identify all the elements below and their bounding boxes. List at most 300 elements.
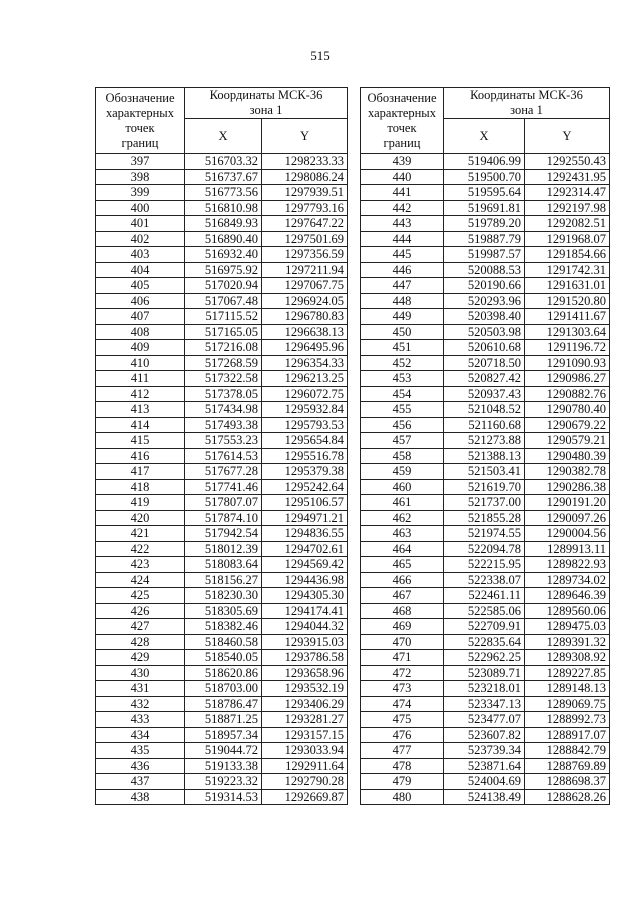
x-cell: 519406.99 — [444, 154, 525, 170]
point-id-cell: 462 — [361, 510, 444, 526]
y-cell: 1294044.32 — [262, 619, 348, 635]
x-cell: 516975.92 — [185, 262, 262, 278]
point-id-cell: 454 — [361, 386, 444, 402]
table-row — [96, 464, 348, 480]
y-cell: 1296780.83 — [262, 309, 348, 325]
y-cell: 1295932.84 — [262, 402, 348, 418]
table-row — [361, 433, 610, 449]
x-cell: 522585.06 — [444, 603, 525, 619]
table-row — [96, 231, 348, 247]
y-cell: 1289646.39 — [525, 588, 610, 604]
table-row — [361, 417, 610, 433]
point-id-cell: 405 — [96, 278, 185, 294]
y-cell: 1291303.64 — [525, 324, 610, 340]
y-cell: 1294836.55 — [262, 526, 348, 542]
x-cell: 519887.79 — [444, 231, 525, 247]
table-row — [96, 216, 348, 232]
x-cell: 521737.00 — [444, 495, 525, 511]
point-id-cell: 443 — [361, 216, 444, 232]
x-cell: 518871.25 — [185, 712, 262, 728]
point-id-cell: 426 — [96, 603, 185, 619]
y-cell: 1296213.25 — [262, 371, 348, 387]
x-cell: 519789.20 — [444, 216, 525, 232]
y-cell: 1289913.11 — [525, 541, 610, 557]
point-id-cell: 458 — [361, 448, 444, 464]
x-cell: 518703.00 — [185, 681, 262, 697]
y-cell: 1289148.13 — [525, 681, 610, 697]
table-row — [96, 262, 348, 278]
point-id-cell: 404 — [96, 262, 185, 278]
y-cell: 1288842.79 — [525, 743, 610, 759]
designation-header-line: границ — [121, 135, 159, 150]
table-row — [96, 634, 348, 650]
y-header: Y — [525, 119, 610, 154]
table-row — [361, 495, 610, 511]
designation-header — [361, 88, 444, 154]
table-row — [361, 588, 610, 604]
table-row — [361, 727, 610, 743]
point-id-cell: 460 — [361, 479, 444, 495]
point-id-cell: 424 — [96, 572, 185, 588]
table-row — [96, 495, 348, 511]
point-id-cell: 419 — [96, 495, 185, 511]
point-id-cell: 436 — [96, 758, 185, 774]
point-id-cell: 406 — [96, 293, 185, 309]
point-id-cell: 410 — [96, 355, 185, 371]
x-cell: 516810.98 — [185, 200, 262, 216]
y-cell: 1295242.64 — [262, 479, 348, 495]
point-id-cell: 401 — [96, 216, 185, 232]
table-row — [361, 650, 610, 666]
point-id-cell: 433 — [96, 712, 185, 728]
x-cell: 520190.66 — [444, 278, 525, 294]
y-cell: 1292669.87 — [262, 789, 348, 805]
x-cell: 521855.28 — [444, 510, 525, 526]
x-cell: 516890.40 — [185, 231, 262, 247]
table-row — [361, 712, 610, 728]
point-id-cell: 446 — [361, 262, 444, 278]
y-cell: 1294305.30 — [262, 588, 348, 604]
coordinates-header — [444, 88, 610, 119]
table-row — [96, 541, 348, 557]
point-id-cell: 440 — [361, 169, 444, 185]
point-id-cell: 453 — [361, 371, 444, 387]
x-cell: 523477.07 — [444, 712, 525, 728]
x-cell: 523347.13 — [444, 696, 525, 712]
x-cell: 517378.05 — [185, 386, 262, 402]
coordinates-header-line: Координаты МСК-36 — [209, 88, 323, 102]
x-cell: 517115.52 — [185, 309, 262, 325]
x-cell: 518156.27 — [185, 572, 262, 588]
y-cell: 1293786.58 — [262, 650, 348, 666]
table-row — [361, 154, 610, 170]
y-cell: 1294569.42 — [262, 557, 348, 573]
table-row — [96, 371, 348, 387]
x-cell: 517268.59 — [185, 355, 262, 371]
point-id-cell: 475 — [361, 712, 444, 728]
point-id-cell: 444 — [361, 231, 444, 247]
point-id-cell: 435 — [96, 743, 185, 759]
designation-header-line: Обозначение — [105, 90, 175, 105]
y-cell: 1288628.26 — [525, 789, 610, 805]
x-cell: 522338.07 — [444, 572, 525, 588]
x-cell: 517741.46 — [185, 479, 262, 495]
y-cell: 1296638.13 — [262, 324, 348, 340]
y-cell: 1295654.84 — [262, 433, 348, 449]
x-cell: 522835.64 — [444, 634, 525, 650]
x-cell: 518305.69 — [185, 603, 262, 619]
table-row — [96, 526, 348, 542]
table-row — [96, 727, 348, 743]
table-row — [96, 154, 348, 170]
x-cell: 523739.34 — [444, 743, 525, 759]
y-cell: 1297211.94 — [262, 262, 348, 278]
y-cell: 1291411.67 — [525, 309, 610, 325]
table-row — [96, 603, 348, 619]
table-row — [96, 386, 348, 402]
point-id-cell: 420 — [96, 510, 185, 526]
table-row — [96, 247, 348, 263]
x-cell: 517553.23 — [185, 433, 262, 449]
table-row — [96, 743, 348, 759]
y-cell: 1297939.51 — [262, 185, 348, 201]
y-cell: 1289069.75 — [525, 696, 610, 712]
y-cell: 1290191.20 — [525, 495, 610, 511]
y-cell: 1292082.51 — [525, 216, 610, 232]
y-cell: 1291968.07 — [525, 231, 610, 247]
y-cell: 1295379.38 — [262, 464, 348, 480]
y-cell: 1297647.22 — [262, 216, 348, 232]
y-cell: 1289227.85 — [525, 665, 610, 681]
x-cell: 516849.93 — [185, 216, 262, 232]
point-id-cell: 408 — [96, 324, 185, 340]
coordinates-header — [185, 88, 348, 119]
table-row — [96, 185, 348, 201]
table-row — [361, 541, 610, 557]
point-id-cell: 468 — [361, 603, 444, 619]
y-cell: 1296354.33 — [262, 355, 348, 371]
x-cell: 522962.25 — [444, 650, 525, 666]
table-row — [361, 681, 610, 697]
x-cell: 520503.98 — [444, 324, 525, 340]
x-header: X — [185, 119, 262, 154]
x-cell: 517165.05 — [185, 324, 262, 340]
x-cell: 517322.58 — [185, 371, 262, 387]
point-id-cell: 459 — [361, 464, 444, 480]
x-cell: 519044.72 — [185, 743, 262, 759]
coordinates-tables — [95, 87, 610, 805]
y-cell: 1293281.27 — [262, 712, 348, 728]
point-id-cell: 422 — [96, 541, 185, 557]
y-cell: 1290004.56 — [525, 526, 610, 542]
designation-header-line: точек — [387, 120, 417, 135]
point-id-cell: 416 — [96, 448, 185, 464]
table-row — [361, 355, 610, 371]
y-cell: 1294436.98 — [262, 572, 348, 588]
table-row — [361, 696, 610, 712]
point-id-cell: 400 — [96, 200, 185, 216]
y-cell: 1292431.95 — [525, 169, 610, 185]
point-id-cell: 451 — [361, 340, 444, 356]
table-row — [96, 324, 348, 340]
table-body-left — [96, 154, 348, 805]
x-cell: 524138.49 — [444, 789, 525, 805]
y-cell: 1292197.98 — [525, 200, 610, 216]
x-cell: 522709.91 — [444, 619, 525, 635]
x-cell: 524004.69 — [444, 774, 525, 790]
x-cell: 517216.08 — [185, 340, 262, 356]
x-cell: 520827.42 — [444, 371, 525, 387]
y-cell: 1296924.05 — [262, 293, 348, 309]
table-row — [361, 572, 610, 588]
point-id-cell: 455 — [361, 402, 444, 418]
point-id-cell: 423 — [96, 557, 185, 573]
point-id-cell: 464 — [361, 541, 444, 557]
designation-header-line: Обозначение — [367, 90, 437, 105]
table-row — [361, 774, 610, 790]
table-row — [361, 262, 610, 278]
point-id-cell: 469 — [361, 619, 444, 635]
x-cell: 517874.10 — [185, 510, 262, 526]
designation-header-line: границ — [383, 135, 421, 150]
y-cell: 1291631.01 — [525, 278, 610, 294]
point-id-cell: 456 — [361, 417, 444, 433]
x-cell: 521273.88 — [444, 433, 525, 449]
table-row — [361, 557, 610, 573]
x-cell: 519500.70 — [444, 169, 525, 185]
table-row — [361, 216, 610, 232]
table-row — [361, 743, 610, 759]
table-row — [96, 340, 348, 356]
y-cell: 1296072.75 — [262, 386, 348, 402]
x-cell: 520610.68 — [444, 340, 525, 356]
y-cell: 1290097.26 — [525, 510, 610, 526]
table-row — [96, 309, 348, 325]
y-cell: 1295793.53 — [262, 417, 348, 433]
point-id-cell: 447 — [361, 278, 444, 294]
point-id-cell: 480 — [361, 789, 444, 805]
point-id-cell: 403 — [96, 247, 185, 263]
y-cell: 1295516.78 — [262, 448, 348, 464]
y-cell: 1291090.93 — [525, 355, 610, 371]
table-row — [361, 386, 610, 402]
point-id-cell: 477 — [361, 743, 444, 759]
coordinates-header-line: Координаты МСК-36 — [470, 88, 583, 102]
table-row — [361, 510, 610, 526]
y-cell: 1291854.66 — [525, 247, 610, 263]
x-cell: 520937.43 — [444, 386, 525, 402]
table-row — [361, 293, 610, 309]
point-id-cell: 397 — [96, 154, 185, 170]
y-cell: 1297793.16 — [262, 200, 348, 216]
designation-header-line: характерных — [106, 105, 174, 120]
y-cell: 1292790.28 — [262, 774, 348, 790]
point-id-cell: 467 — [361, 588, 444, 604]
point-id-cell: 429 — [96, 650, 185, 666]
x-cell: 516773.56 — [185, 185, 262, 201]
y-cell: 1293406.29 — [262, 696, 348, 712]
designation-header — [96, 88, 185, 154]
y-cell: 1289560.06 — [525, 603, 610, 619]
table-row — [96, 758, 348, 774]
table-row — [96, 681, 348, 697]
x-cell: 517493.38 — [185, 417, 262, 433]
table-row — [361, 634, 610, 650]
point-id-cell: 430 — [96, 665, 185, 681]
y-cell: 1290882.76 — [525, 386, 610, 402]
point-id-cell: 445 — [361, 247, 444, 263]
point-id-cell: 472 — [361, 665, 444, 681]
table-row — [96, 619, 348, 635]
point-id-cell: 425 — [96, 588, 185, 604]
table-row — [361, 309, 610, 325]
point-id-cell: 461 — [361, 495, 444, 511]
table-row — [96, 293, 348, 309]
x-cell: 521048.52 — [444, 402, 525, 418]
point-id-cell: 434 — [96, 727, 185, 743]
y-cell: 1289822.93 — [525, 557, 610, 573]
y-cell: 1289391.32 — [525, 634, 610, 650]
x-cell: 519314.53 — [185, 789, 262, 805]
point-id-cell: 411 — [96, 371, 185, 387]
y-cell: 1294702.61 — [262, 541, 348, 557]
x-cell: 516737.67 — [185, 169, 262, 185]
point-id-cell: 463 — [361, 526, 444, 542]
x-cell: 523607.82 — [444, 727, 525, 743]
y-cell: 1295106.57 — [262, 495, 348, 511]
y-cell: 1297067.75 — [262, 278, 348, 294]
point-id-cell: 478 — [361, 758, 444, 774]
table-row — [361, 448, 610, 464]
x-cell: 520088.53 — [444, 262, 525, 278]
y-cell: 1289308.92 — [525, 650, 610, 666]
y-cell: 1290579.21 — [525, 433, 610, 449]
x-cell: 521503.41 — [444, 464, 525, 480]
point-id-cell: 417 — [96, 464, 185, 480]
point-id-cell: 438 — [96, 789, 185, 805]
y-cell: 1291742.31 — [525, 262, 610, 278]
point-id-cell: 441 — [361, 185, 444, 201]
table-row — [96, 510, 348, 526]
x-cell: 523871.64 — [444, 758, 525, 774]
x-cell: 517942.54 — [185, 526, 262, 542]
y-cell: 1290480.39 — [525, 448, 610, 464]
y-cell: 1293658.96 — [262, 665, 348, 681]
point-id-cell: 442 — [361, 200, 444, 216]
x-cell: 517434.98 — [185, 402, 262, 418]
table-row — [96, 665, 348, 681]
x-cell: 523218.01 — [444, 681, 525, 697]
table-row — [361, 340, 610, 356]
x-cell: 519595.64 — [444, 185, 525, 201]
y-cell: 1293532.19 — [262, 681, 348, 697]
table-row — [361, 402, 610, 418]
y-cell: 1290780.40 — [525, 402, 610, 418]
point-id-cell: 450 — [361, 324, 444, 340]
point-id-cell: 431 — [96, 681, 185, 697]
x-cell: 519133.38 — [185, 758, 262, 774]
table-row — [361, 789, 610, 805]
table-row — [96, 278, 348, 294]
point-id-cell: 402 — [96, 231, 185, 247]
point-id-cell: 449 — [361, 309, 444, 325]
table-row — [96, 696, 348, 712]
table-row — [96, 557, 348, 573]
x-cell: 522094.78 — [444, 541, 525, 557]
x-cell: 520718.50 — [444, 355, 525, 371]
y-header: Y — [262, 119, 348, 154]
table-row — [96, 479, 348, 495]
x-cell: 522461.11 — [444, 588, 525, 604]
y-cell: 1293157.15 — [262, 727, 348, 743]
table-row — [361, 464, 610, 480]
point-id-cell: 418 — [96, 479, 185, 495]
point-id-cell: 407 — [96, 309, 185, 325]
point-id-cell: 448 — [361, 293, 444, 309]
y-cell: 1291196.72 — [525, 340, 610, 356]
x-cell: 517677.28 — [185, 464, 262, 480]
table-row — [96, 572, 348, 588]
point-id-cell: 476 — [361, 727, 444, 743]
y-cell: 1296495.96 — [262, 340, 348, 356]
y-cell: 1298086.24 — [262, 169, 348, 185]
table-row — [96, 448, 348, 464]
table-body-right — [361, 154, 610, 805]
table-row — [96, 712, 348, 728]
point-id-cell: 399 — [96, 185, 185, 201]
table-row — [361, 665, 610, 681]
point-id-cell: 413 — [96, 402, 185, 418]
table-row — [96, 417, 348, 433]
table-row — [361, 479, 610, 495]
table-row — [96, 650, 348, 666]
table-row — [361, 603, 610, 619]
y-cell: 1292550.43 — [525, 154, 610, 170]
y-cell: 1292911.64 — [262, 758, 348, 774]
y-cell: 1294174.41 — [262, 603, 348, 619]
table-row — [96, 355, 348, 371]
point-id-cell: 479 — [361, 774, 444, 790]
table-row — [361, 619, 610, 635]
table-row — [361, 185, 610, 201]
x-cell: 520293.96 — [444, 293, 525, 309]
table-row — [361, 371, 610, 387]
point-id-cell: 421 — [96, 526, 185, 542]
page-number: 515 — [310, 48, 330, 63]
y-cell: 1294971.21 — [262, 510, 348, 526]
x-cell: 516932.40 — [185, 247, 262, 263]
point-id-cell: 409 — [96, 340, 185, 356]
y-cell: 1292314.47 — [525, 185, 610, 201]
x-header: X — [444, 119, 525, 154]
y-cell: 1290286.38 — [525, 479, 610, 495]
coordinates-header-line: зона 1 — [510, 103, 543, 117]
x-cell: 517020.94 — [185, 278, 262, 294]
designation-header-line: точек — [125, 120, 155, 135]
x-cell: 518540.05 — [185, 650, 262, 666]
coordinates-table-left — [95, 87, 348, 805]
x-cell: 518786.47 — [185, 696, 262, 712]
table-row — [96, 169, 348, 185]
y-cell: 1288698.37 — [525, 774, 610, 790]
point-id-cell: 452 — [361, 355, 444, 371]
table-row — [96, 200, 348, 216]
x-cell: 518083.64 — [185, 557, 262, 573]
point-id-cell: 474 — [361, 696, 444, 712]
point-id-cell: 398 — [96, 169, 185, 185]
table-row — [361, 526, 610, 542]
x-cell: 519987.57 — [444, 247, 525, 263]
